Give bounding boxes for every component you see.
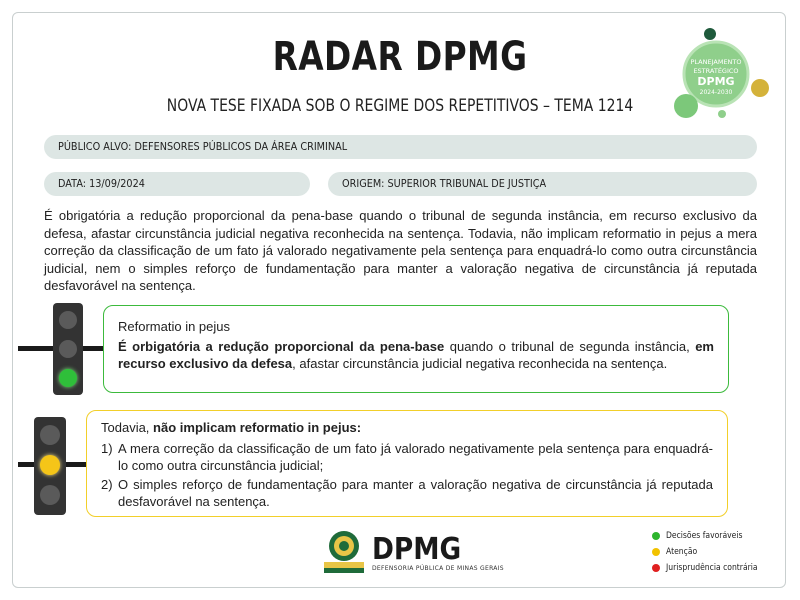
dpmg-logo-text: DPMG [372, 532, 462, 567]
green-text-1: quando o tribunal de segunda instância, [444, 338, 696, 354]
legend-label: Jurisprudência contrária [666, 563, 758, 573]
green-dot-icon [652, 532, 660, 540]
yellow-lead: Todavia, [101, 420, 154, 435]
legend-item-favorable [652, 528, 774, 544]
list-item [101, 476, 713, 510]
page-subtitle: NOVA TESE FIXADA SOB O REGIME DOS REPETITIVOS – TEMA 1214 [166, 96, 634, 116]
red-dot-icon [652, 564, 660, 572]
intro-paragraph: É obrigatória a redução proporcional da pena-base quando o tribunal de segunda instância, em recurso exclusivo da defesa, afastar circunstância judicial negativa reconhecida na sentença. Todavia, não implicam reformatio in pejus a mera correção da classificação de um fato já valorado negativamente pela sentença para enquadrá-lo como outra circunstância judicial, nem o simples reforço de fundamentação para manter a valoração negativa de circunstância já reputada desfavorável na sentença. [44, 208, 757, 293]
legend-label: Decisões favoráveis [666, 531, 743, 541]
list-item-text: O simples reforço de fundamentação para manter a valoração negativa de circunstância já reputada desfavorável na sentença. [118, 476, 713, 509]
list-item [101, 440, 713, 474]
list-item-number: 1) [101, 440, 113, 456]
yellow-lead-bold: não implicam reformatio in pejus: [153, 420, 362, 435]
legend-item-contrary [652, 560, 774, 576]
lamp-off-top [40, 425, 60, 445]
yellow-box-lead [101, 419, 713, 437]
green-text-2: , afastar circunstância judicial negativa reconhecida na sentença. [292, 356, 668, 371]
badge-line3: DPMG [697, 75, 735, 88]
green-box [103, 305, 729, 393]
green-box-heading: Reformatio in pejus [118, 319, 230, 334]
dpmg-seal-logo [320, 526, 368, 576]
dpmg-logo-subtitle: DEFENSORIA PÚBLICA DE MINAS GERAIS [372, 565, 504, 572]
traffic-light-green [53, 303, 83, 395]
lamp-green-on [59, 369, 77, 387]
origin-pill [328, 172, 757, 196]
lamp-yellow-on [40, 455, 60, 475]
badge-line1: PLANEJAMENTO [690, 58, 742, 66]
lamp-off-middle [59, 340, 77, 358]
badge-line4: 2024-2030 [699, 89, 733, 96]
date-pill [44, 172, 310, 196]
page-title: RADAR DPMG [272, 34, 528, 80]
yellow-list [101, 440, 713, 510]
list-item-number: 2) [101, 476, 113, 492]
lamp-off-bottom [40, 485, 60, 505]
traffic-light-yellow [34, 417, 66, 515]
lamp-off-top [59, 311, 77, 329]
badge-line2: ESTRATÉGICO [693, 67, 739, 75]
audience-text: PÚBLICO ALVO: DEFENSORES PÚBLICOS DA ÁREA CRIMINAL [58, 140, 348, 153]
audience-pill [44, 135, 757, 159]
green-bold-2: em recurso exclusivo da defesa [118, 338, 714, 371]
yellow-box [86, 410, 728, 517]
date-text: DATA: 13/09/2024 [58, 177, 145, 190]
green-bold-1: É orbigatória a redução proporcional da pena-base [118, 338, 445, 354]
origin-text: ORIGEM: SUPERIOR TRIBUNAL DE JUSTIÇA [342, 177, 547, 190]
legend-item-attention [652, 544, 774, 560]
badge-dot-right [751, 79, 769, 97]
list-item-text: A mera correção da classificação de um fato já valorado negativamente pela sentença para enquadrá-lo como outra circunstância judicial; [118, 440, 713, 473]
yellow-dot-icon [652, 548, 660, 556]
legend-label: Atenção [666, 547, 698, 557]
green-box-text [118, 338, 714, 373]
legend [652, 528, 774, 576]
